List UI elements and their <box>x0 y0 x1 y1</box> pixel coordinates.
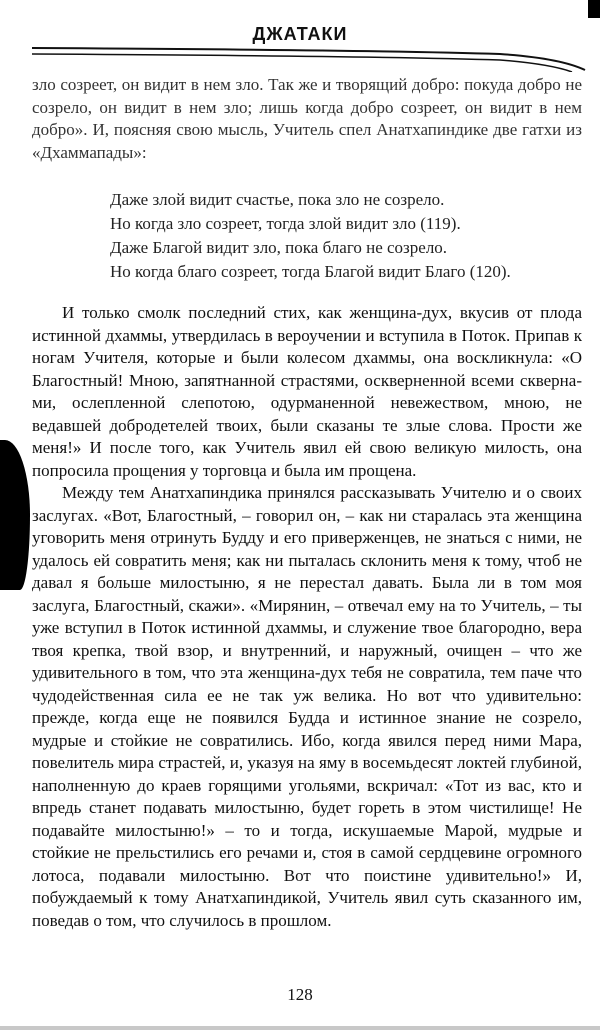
main-text <box>32 302 582 932</box>
paragraph: зло созреет, он видит в нем зло. Так же и творящий добро: покуда добро не созрело, он видит в нем зло; лишь когда добро созреет, он видит в нем добро». И, поясняя свою мысль, Учитель спел Анатхапиндике две гатхи из «Дхаммапады»: <box>32 75 582 162</box>
page-edge <box>0 1026 600 1030</box>
verse-line: Даже злой видит счастье, пока зло не созрело. <box>110 190 445 209</box>
verse-line: Но когда зло созреет, тогда злой видит зло (119). <box>110 214 461 233</box>
scan-artifact-left <box>0 440 30 590</box>
verse-block <box>110 188 511 284</box>
header-rule <box>0 42 600 72</box>
paragraph: Между тем Анатхапиндика принялся рассказывать Учителю и о своих заслугах. «Вот, Благостный, – говорил он, – как ни старалась эта женщина уговорить меня отринуть Будду и его приверженцев, не знаться с ними, не удалось ей совратить меня; как ни пыталась склонить меня к тому, чтоб не давал я больше милостыню, я не перестал давать. Была ли в том моя заслуга, Благостный, скажи». «Мирянин, – отвечал ему на то Учитель, – ты уже вступил в Поток истинной дхаммы, и служение твое благородно, вера твоя крепка, твой взор, и внутренний, и наружный, очищен – что же удивительного в том, что эта женщина-дух тебя не совратила, тем паче что чудодейственная сила ее не так уж велика. Но вот что удивительно: прежде, когда еще не появился Будда и истинное знание не созрело, мудрые и стойкие не совратились. Ибо, когда явился перед ними Мара, повелитель мира страстей, и, указуя на яму в восемьдесят локтей глубиной, наполненную до краев горящими угольями, вскричал: «Тот из вас, кто и впредь станет подавать милостыню, будет гореть в этом чистилище! Не подавайте милостыню!» – то и тогда, искушаемые Марой, мудрые и стойкие не прельстились его речами и, стоя в самой сердцевине огромного лотоса, подавали милостыню. Вот что поистине удивительно!» И, побуждаемый к тому Анатхапиндикой, Учитель явил суть сказанного им, поведав о том, что случилось в прошлом. <box>32 483 582 930</box>
paragraph: И только смолк последний стих, как женщина-дух, вкусив от плода истинной дхаммы, утвердилась в вероучении и вступила в Поток. Припав к ногам Учителя, которые и были колесом дхаммы, она воскликнула: «О Благостный! Мною, запятнанной страстями, оскверненной всеми сквернами, ослепленной слепотою, одурманенной невежеством, мною, не ведавшей добродетелей твоих, были сказаны те злые слова. Прости же меня!» И после того, как Учитель явил ей свою великую милость, она попросила прощения у торговца и была им прощена. <box>32 303 582 480</box>
verse-line: Но когда благо созреет, тогда Благой видит Благо (120). <box>110 262 511 281</box>
running-title: ДЖАТАКИ <box>252 24 348 44</box>
verse-line: Даже Благой видит зло, пока благо не созрело. <box>110 238 448 257</box>
page-number: 128 <box>287 985 313 1004</box>
continuation-text <box>32 74 582 164</box>
scan-artifact-corner <box>588 0 600 18</box>
